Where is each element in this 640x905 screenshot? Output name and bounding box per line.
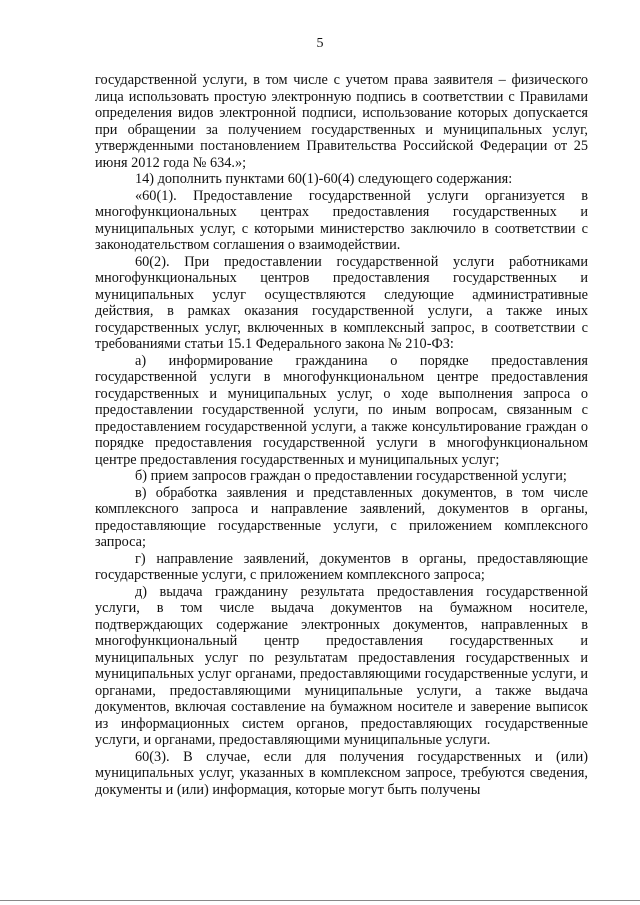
paragraph-60-1: «60(1). Предоставление государственной услуги организуется в многофункциональных центрах предоставления государственных и муниципальных услуг, с которыми министерство заключило в соответствии с законодательством соглашения о взаимодействии.	[95, 187, 588, 253]
paragraph-sub-b: б) прием запросов граждан о предоставлении государственной услуги;	[135, 468, 567, 484]
paragraph-60-2: 60(2). При предоставлении государственной услуги работниками многофункциональных центров предоставления государственных и муниципальных услуг осуществляются следующие административные действия, в рамках оказания государственной услуги, а также иных государственных услуг, включенных в комплексный запрос, в соответствии с требованиями статьи 15.1 Федерального закона № 210-ФЗ:	[95, 253, 588, 352]
paragraph-continuation: государственной услуги, в том числе с учетом права заявителя – физического лица использовать простую электронную подпись в соответствии с Правилами определения видов электронной подписи, использование которых допускается при обращении за получением государственных и муниципальных услуг, утвержденными постановлением Правительства Российской Федерации от 25 июня 2012 года № 634.»;	[95, 72, 588, 171]
page-number: 5	[316, 36, 324, 51]
paragraph-item-14: 14) дополнить пунктами 60(1)-60(4) следующего содержания:	[135, 171, 513, 187]
paragraph-sub-a: а) информирование гражданина о порядке предоставления государственной услуги в многофункциональном центре предоставления государственных и муниципальных услуг, о ходе выполнения запроса о предоставлении государственной услуги, по иным вопросам, связанным с предоставлением государственной услуги, а также консультирование граждан о порядке предоставления государственной услуги в многофункциональном центре предоставления государственных и муниципальных услуг;	[95, 352, 588, 468]
paragraph-60-3: 60(3). В случае, если для получения государственных и (или) муниципальных услуг, указанных в комплексном запросе, требуются сведения, документы и (или) информация, которые могут быть получены	[95, 748, 588, 798]
scan-edge-divider	[0, 900, 640, 901]
paragraph-sub-v: в) обработка заявления и представленных документов, в том числе комплексного запроса и направление заявлений, документов в органы, предоставляющие государственные услуги, с приложением комплексного запроса;	[95, 484, 588, 550]
paragraph-sub-d: д) выдача гражданину результата предоставления государственной услуги, в том числе выдача документов на бумажном носителе, подтверждающих содержание электронных документов, направленных в многофункциональный центр предоставления государственных и муниципальных услуг по результатам предоставления государственных и муниципальных услуг органами, предоставляющими государственные услуги, и органами, предоставляющими муниципальные услуги, а также выдача документов, включая составление на бумажном носителе и заверение выписок из информационных систем органов, предоставляющих государственные услуги, и органами, предоставляющими муниципальные услуги.	[95, 583, 588, 748]
paragraph-sub-g: г) направление заявлений, документов в органы, предоставляющие государственные услуги, с приложением комплексного запроса;	[95, 550, 588, 583]
document-body	[95, 72, 588, 798]
